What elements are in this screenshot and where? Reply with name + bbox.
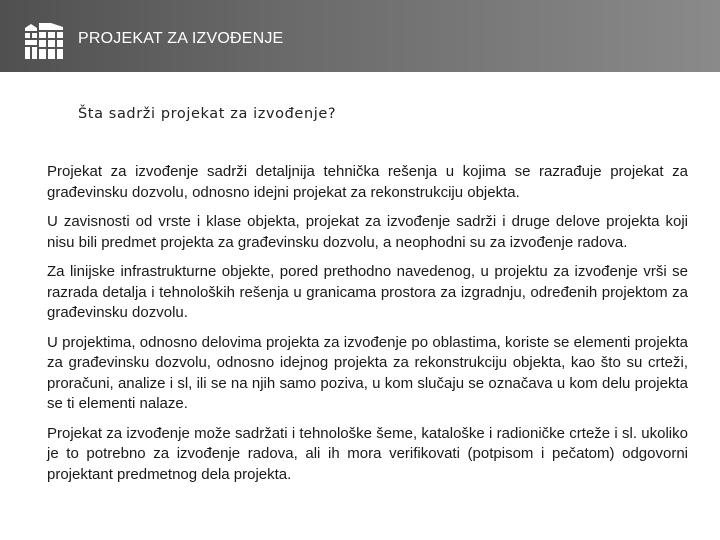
header-bar [0,0,720,72]
paragraph: Za linijske infrastrukturne objekte, pored prethodno navedenog, u projektu za izvođenje vrši se razrada detalja i tehnoloških rešenja u granicama prostora za izgradnju, određenih projektom za građevinsku dozvolu. [47,263,688,321]
building-logo-icon [24,22,64,60]
paragraph: Projekat za izvođenje može sadržati i tehnološke šeme, kataloške i radioničke crteže i sl. ukoliko je to potrebno za izvođenje radova, ali ih mora verifikovati (potpisom i pečatom) odgovorni projektant predmetnog dela projekta. [47,424,688,483]
paragraph: U zavisnosti od vrste i klase objekta, projekat za izvođenje sadrži i druge delove projekta koji nisu bili predmet projekta za građevinsku dozvolu, a neophodni su za izvođenje radova. [47,213,688,251]
paragraph: U projektima, odnosno delovima projekta za izvođenje po oblastima, koriste se elementi projekta za građevinsku dozvolu, odnosno idejnog projekta za rekonstrukciju objekta, kao što su crteži, proračuni, analize i sl, ili se na njih samo poziva, u kom slučaju se označava u kom delu projekta se ti elementi nalaze. [47,333,688,412]
slide-subtitle: Šta sadrži projekat za izvođenje? [78,106,337,122]
body-text [47,162,688,494]
paragraph: Projekat za izvođenje sadrži detaljnija tehnička rešenja u kojima se razrađuje projekat za građevinsku dozvolu, odnosno idejni projekat za rekonstrukciju objekta. [47,163,688,201]
header-title: PROJEKAT ZA IZVOĐENJE [78,30,284,47]
